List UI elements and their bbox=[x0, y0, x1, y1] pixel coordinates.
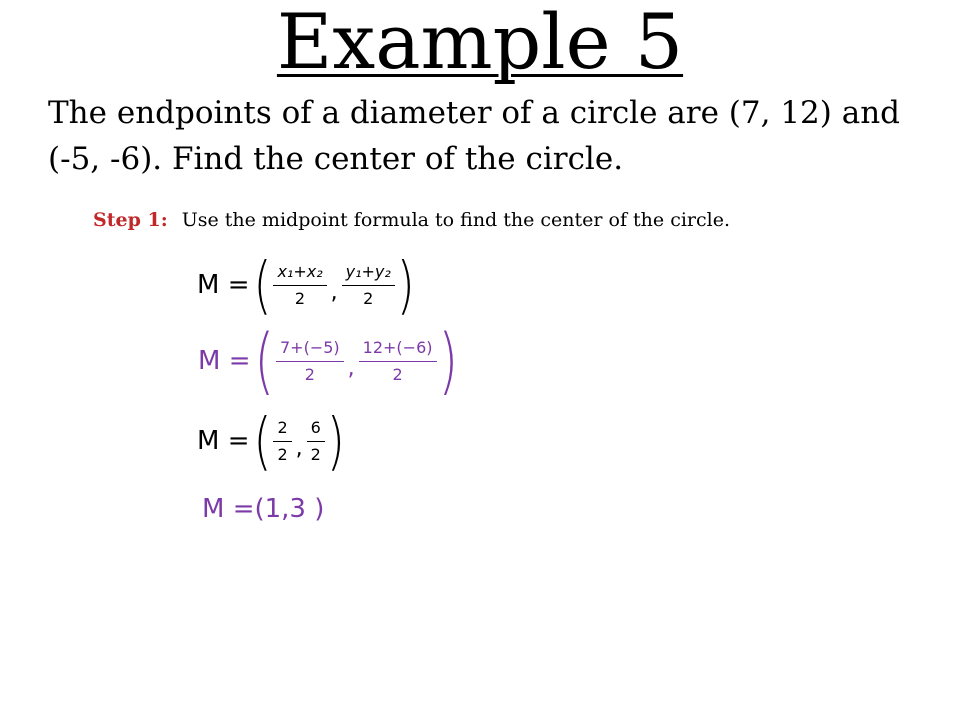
fraction-bar bbox=[342, 285, 395, 286]
comma: , bbox=[330, 279, 338, 305]
simplified-den2: 2 bbox=[310, 444, 321, 464]
right-paren: ) bbox=[438, 318, 459, 404]
formula-num1: x₁+x₂ bbox=[277, 261, 323, 281]
simplified-den1: 2 bbox=[277, 444, 288, 464]
substituted-den2: 2 bbox=[392, 364, 403, 384]
fraction-x bbox=[273, 418, 291, 465]
fraction-y bbox=[307, 418, 325, 465]
substituted-lhs: M = bbox=[198, 346, 251, 376]
right-paren: ) bbox=[396, 248, 415, 322]
simplified-num2: 6 bbox=[310, 417, 321, 437]
comma: , bbox=[295, 435, 303, 461]
simplified-equation bbox=[197, 404, 345, 478]
fraction-x bbox=[273, 262, 326, 309]
simplified-num1: 2 bbox=[277, 417, 288, 437]
fraction-y bbox=[342, 262, 395, 309]
formula-num2: y₁+y₂ bbox=[345, 261, 391, 281]
formula-den2: 2 bbox=[363, 288, 374, 308]
substituted-num1: 7+(−5) bbox=[280, 337, 340, 357]
fraction-bar bbox=[359, 361, 437, 362]
result-equation: M =(1,3 ) bbox=[202, 494, 325, 524]
left-paren: ( bbox=[253, 404, 272, 478]
slide-title-text: Example 5 bbox=[276, 0, 684, 86]
substituted-den1: 2 bbox=[304, 364, 315, 384]
midpoint-formula bbox=[197, 248, 415, 322]
problem-statement: The endpoints of a diameter of a circle are (7, 12) and (-5, -6). Find the center of the circle. bbox=[48, 95, 901, 177]
slide-title bbox=[0, 0, 960, 84]
fraction-bar bbox=[307, 441, 325, 442]
fraction-bar bbox=[273, 441, 291, 442]
fraction-bar bbox=[276, 361, 344, 362]
step-label: Step 1: bbox=[93, 209, 168, 231]
fraction-y bbox=[359, 338, 437, 385]
left-paren: ( bbox=[254, 318, 274, 404]
substituted-equation bbox=[198, 318, 459, 404]
simplified-lhs: M = bbox=[197, 426, 250, 456]
fraction-bar bbox=[273, 285, 326, 286]
comma: , bbox=[347, 355, 355, 381]
step-row bbox=[93, 206, 730, 234]
step-text: Use the midpoint formula to find the center of the circle. bbox=[181, 209, 731, 231]
right-paren: ) bbox=[326, 404, 345, 478]
formula-lhs: M = bbox=[197, 270, 250, 300]
substituted-num2: 12+(−6) bbox=[362, 337, 433, 357]
left-paren: ( bbox=[253, 248, 272, 322]
fraction-x bbox=[276, 338, 344, 385]
formula-den1: 2 bbox=[294, 288, 306, 308]
